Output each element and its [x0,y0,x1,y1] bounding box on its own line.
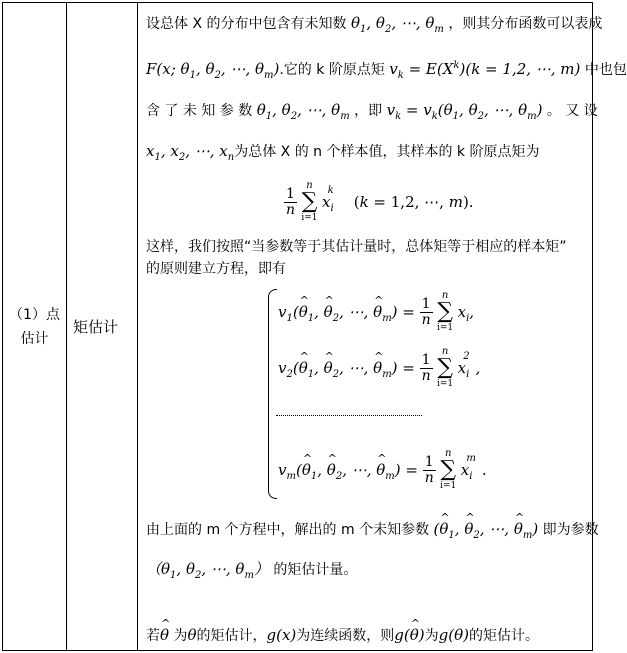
p3-l2-math: （$\theta_1$, $\theta_2$, ⋯, $\theta_m$） [146,560,269,581]
p1-l3-text-a: 含 了 未 知 参 数 [146,103,253,119]
equation-ellipsis-line [276,415,422,416]
fraction-1-over-n: $\frac{1}{n}$ [285,185,295,218]
p3-line2 [146,558,357,579]
p3-line1 [146,519,599,539]
p1-l3-text-c: 。 又 设 [546,103,598,119]
equation-m: $v_m(\^{}$ $\theta_1$, ^ $\theta_2$, ⋯, ^ $\theta_m$) = $\frac{1}{n}$ n ∑ i=1 $x_i^m$. [278,449,487,491]
p1-line4 [146,141,540,161]
p1-l3-math: $\theta_1$, $\theta_2$, ⋯, $\theta_m$ [256,101,350,122]
p1-l1-math: $\theta_1$, $\theta_2$, ⋯, $\theta_m$ [350,14,444,35]
p4-line: 若^ θ 为θ的矩估计，g(x)为连续函数，则g(^ θ)为g(θ)的矩估计。 [146,625,539,645]
p1-l2-math2: $v_k = E(X^k)(k = 1,2$, ⋯, m) [389,60,581,81]
p1-l1-text-b: ，则其分布函数可以表成 [448,16,603,32]
section-cell [3,3,67,651]
p1-l2-text-a: .它的 k 阶原点矩 [279,62,385,78]
content-cell [138,3,627,651]
p1-line3 [146,100,598,120]
equation-1: $v_1(\^{}$ $\theta_1$, ^ $\theta_2$, ⋯, ^ $\theta_m$) = $\frac{1}{n}$ n ∑ i=1 $x_i$, [278,291,474,333]
section-label: （1）点估计 [9,306,60,347]
p1-l2-math: F(x; $\theta_1$, $\theta_2$, ⋯, $\theta_m$) [146,60,280,81]
p4-text-a: 若 [146,628,160,644]
p1-l4-text: 为总体 X 的 n 个样本值，其样本的 k 阶原点矩为 [234,144,540,160]
equation-2: $v_2(\^{}$ $\theta_1$, ^ $\theta_2$, ⋯, ^ $\theta_m$) = $\frac{1}{n}$ n ∑ i=1 $x_i^2$, [278,347,480,389]
p1-l3-text-b: ，即 [354,103,383,119]
p3-l1-text-a: 由上面的 m 个方程中，解出的 m 个未知参数 [146,522,430,538]
p1-line2 [146,59,627,79]
p1-l4-math: $x_1$, $x_2$, ⋯, $x_n$ [146,142,235,163]
p2-line2: 的原则建立方程，即有 [146,261,286,277]
sum-symbol: n ∑ i=1 [301,180,318,223]
p1-line1 [146,13,602,33]
p1-l2-text-b: 中也包 [584,62,627,78]
p3-l1-text-b: 即为参数 [542,522,599,538]
p4-text-c: 的矩估计， [196,628,267,644]
p1-l3-math2: $v_k = v_k(\theta_1$, $\theta_2$, ⋯, $\theta_m$) [386,101,543,122]
definition-table [2,2,627,651]
p4-text-f: 的矩估计。 [468,628,539,644]
p1-l1-text-a: 设总体 X 的分布中包含有未知数 [146,16,347,32]
equation-brace [268,289,277,499]
p2-line1: 这样，我们按照“当参数等于其估计量时，总体矩等于相应的样本矩” [146,239,567,255]
p4-text-d: 为连续函数，则 [296,628,395,644]
sample-moment-formula: $\frac{1}{n}$ n ∑ i=1 $x_i^k$ (k = 1,2, ⋯, m). [285,180,474,223]
content-area [138,3,627,650]
p3-l1-math: (^ $\theta_1$, ^ $\theta_2$, ⋯, ^ $\theta_m$) [434,520,539,538]
p3-l2-text: 的矩估计量。 [273,562,358,578]
p4-text-e: 为 [424,628,439,644]
p4-text-b: 为 [173,628,188,644]
term-label: 矩估计 [73,318,119,336]
term-cell [67,3,138,651]
